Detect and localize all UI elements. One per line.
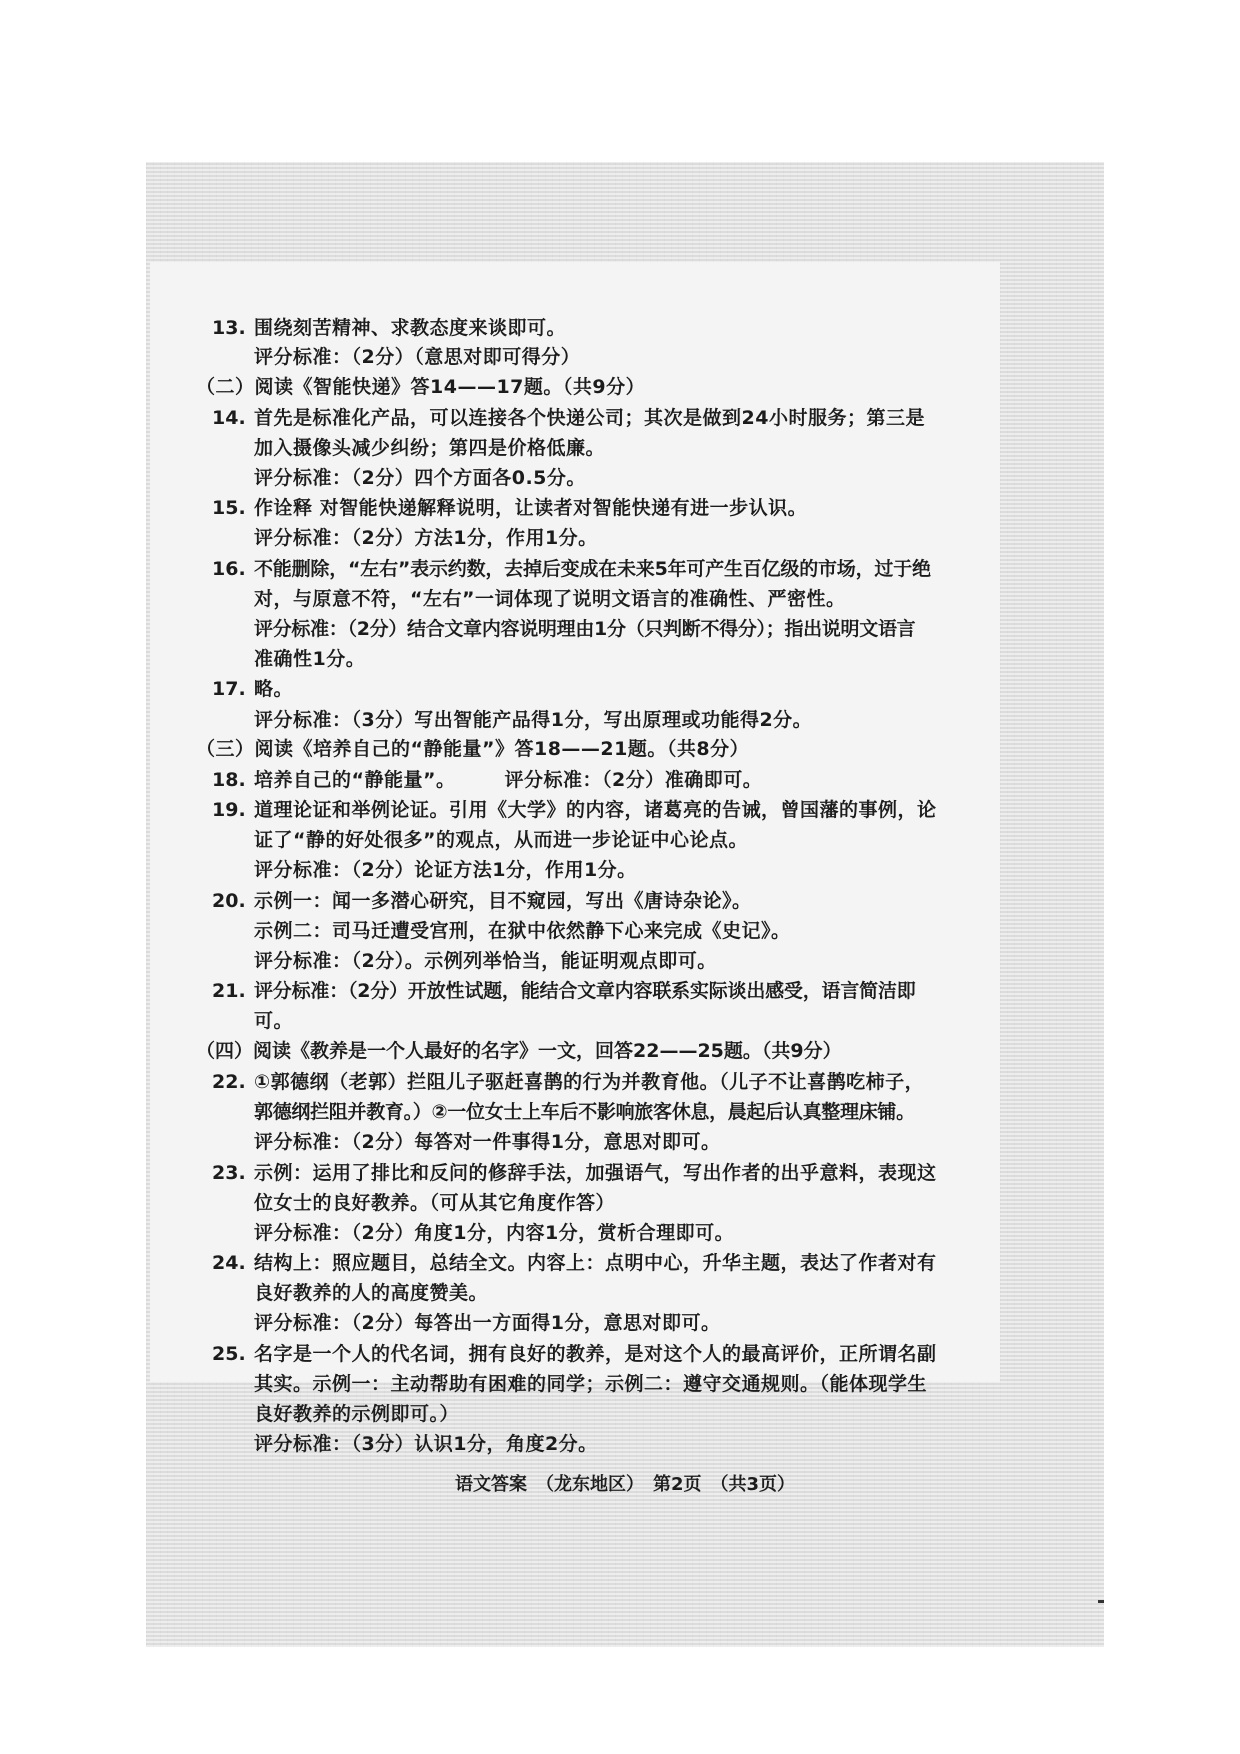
answer-line: 名字是一个人的代名词，拥有良好的教养，是对这个人的最高评价，正所谓名副 — [254, 1343, 937, 1365]
scoring-line: 评分标准：（2分）方法1分，作用1分。 — [254, 527, 598, 549]
scoring-line: 评分标准：（2分）结合文章内容说明理由1分（只判断不得分）；指出说明文语言 — [254, 618, 916, 640]
answer-line: 首先是标准化产品，可以连接各个快递公司；其次是做到24小时服务；第三是 — [254, 407, 925, 429]
scoring-line: 评分标准：（2分）。示例列举恰当，能证明观点即可。 — [254, 950, 717, 972]
answer-line: 结构上：照应题目，总结全文。内容上：点明中心，升华主题，表达了作者对有 — [254, 1252, 937, 1274]
section-heading: （四）阅读《教养是一个人最好的名字》一文，回答22——25题。（共9分） — [196, 1040, 842, 1062]
answer-line: 其实。示例一：主动帮助有困难的同学；示例二：遵守交通规则。（能体现学生 — [254, 1373, 928, 1395]
item-number: 22. — [212, 1071, 246, 1093]
scoring-line: 评分标准：（2分）每答出一方面得1分，意思对即可。 — [254, 1312, 721, 1334]
item-number: 17. — [212, 678, 246, 700]
scoring-line: 评分标准：（2分）四个方面各0.5分。 — [254, 467, 586, 489]
item-number: 24. — [212, 1252, 246, 1274]
item-number: 21. — [212, 980, 246, 1002]
answer-line: 证了“静的好处很多”的观点，从而进一步论证中心论点。 — [254, 829, 748, 851]
scoring-line: 评分标准：（2分）（意思对即可得分） — [254, 346, 581, 368]
page-footer: 语文答案 （龙东地区） 第2页 （共3页） — [455, 1474, 796, 1495]
answer-line: 示例：运用了排比和反问的修辞手法，加强语气，写出作者的出乎意料，表现这 — [254, 1162, 937, 1184]
answer-line: 可。 — [254, 1010, 294, 1032]
answer-line: 良好教养的示例即可。） — [254, 1403, 460, 1425]
answer-line: ①郭德纲（老郭）拦阻儿子驱赶喜鹊的行为并教育他。（儿子不让喜鹊吃柿子， — [254, 1071, 925, 1093]
answer-line: 示例一：闻一多潜心研究，目不窥园，写出《唐诗杂论》。 — [254, 890, 752, 912]
answer-line: 加入摄像头减少纠纷；第四是价格低廉。 — [254, 437, 606, 459]
section-heading: （二）阅读《智能快递》答14——17题。（共9分） — [196, 376, 646, 398]
answer-line: 郭德纲拦阻并教育。）②一位女士上车后不影响旅客休息，晨起后认真整理床铺。 — [254, 1101, 915, 1123]
scoring-line: 评分标准：（2分）角度1分，内容1分，赏析合理即可。 — [254, 1222, 735, 1244]
answer-line: 评分标准：（2分）开放性试题，能结合文章内容联系实际谈出感受，语言简洁即 — [254, 980, 916, 1002]
answer-line: 对，与原意不符，“左右”一词体现了说明文语言的准确性、严密性。 — [254, 588, 846, 610]
answer-line: 示例二：司马迁遭受宫刑，在狱中依然静下心来完成《史记》。 — [254, 920, 791, 942]
answer-line: 良好教养的人的高度赞美。 — [254, 1282, 489, 1304]
answer-line: 略。 — [254, 678, 294, 700]
item-number: 15. — [212, 497, 246, 519]
scoring-line: 评分标准：（3分）写出智能产品得1分，写出原理或功能得2分。 — [254, 709, 813, 731]
item-number: 13. — [212, 317, 246, 339]
item-number: 20. — [212, 890, 246, 912]
answer-line: 培养自己的“静能量”。 评分标准：（2分）准确即可。 — [254, 769, 763, 791]
item-number: 18. — [212, 769, 246, 791]
scoring-line: 评分标准：（2分）每答对一件事得1分，意思对即可。 — [254, 1131, 721, 1153]
item-number: 19. — [212, 799, 246, 821]
answer-line: 围绕刻苦精神、求教态度来谈即可。 — [254, 317, 567, 339]
item-number: 16. — [212, 558, 246, 580]
answer-line: 道理论证和举例论证。引用《大学》的内容，诸葛亮的告诫，曾国藩的事例，论 — [254, 799, 937, 821]
scoring-line: 评分标准：（2分）论证方法1分，作用1分。 — [254, 859, 637, 881]
item-number: 14. — [212, 407, 246, 429]
item-number: 23. — [212, 1162, 246, 1184]
scoring-line: 准确性1分。 — [254, 648, 366, 670]
item-number: 25. — [212, 1343, 246, 1365]
answer-line: 位女士的良好教养。（可从其它角度作答） — [254, 1192, 616, 1214]
answer-line: 作诠释 对智能快递解释说明，让读者对智能快递有进一步认识。 — [254, 497, 808, 519]
answer-line: 不能删除，“左右”表示约数，去掉后变成在未来5年可产生百亿级的市场，过于绝 — [254, 558, 931, 580]
scan-mark — [1098, 1600, 1104, 1603]
section-heading: （三）阅读《培养自己的“静能量”》答18——21题。（共8分） — [196, 738, 750, 760]
scoring-line: 评分标准：（3分）认识1分，角度2分。 — [254, 1433, 598, 1455]
